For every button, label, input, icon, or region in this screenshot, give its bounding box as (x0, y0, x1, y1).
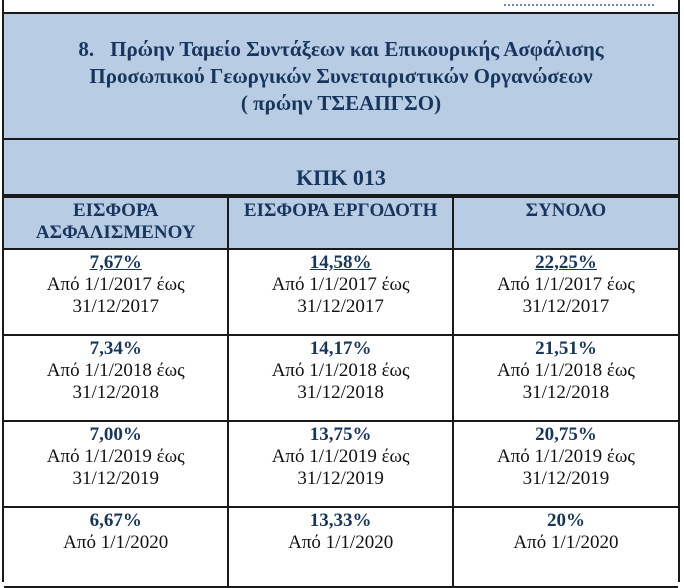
period-start: Από 1/1/2017 έως (271, 274, 410, 295)
period-start: Από 1/1/2017 έως (496, 274, 635, 295)
period-end: 31/12/2017 (72, 296, 159, 317)
rate-value: 20,75% (535, 424, 597, 445)
rate-value: 14,58% (309, 252, 372, 273)
table-header-row (4, 197, 678, 249)
section-title-line-2: Προσωπικού Γεωργικών Συνεταιριστικών Οργανώσεων (89, 63, 593, 88)
table-cell (4, 421, 228, 507)
section-title-line-1 (78, 36, 603, 63)
table-cell (453, 335, 678, 421)
header-employer-contribution: ΕΙΣΦΟΡΑ ΕΡΓΟΔΟΤΗ (228, 197, 452, 249)
rate-value: 7,34% (89, 338, 142, 359)
table-cell (453, 249, 678, 335)
section-title-text-1: Πρώην Ταμείο Συντάξεων και Επικουρικής Ασφάλισης (110, 36, 604, 61)
rate-value: 13,75% (309, 424, 372, 445)
rate-value: 22,25% (535, 252, 597, 273)
table-cell (453, 421, 678, 507)
header-total: ΣΥΝΟΛΟ (453, 197, 678, 249)
period-end: 31/12/2018 (297, 382, 384, 403)
period-start: Από 1/1/2020 (63, 532, 169, 553)
period-end: 31/12/2019 (297, 468, 384, 489)
period-end: 31/12/2017 (522, 296, 610, 317)
period-end: 31/12/2018 (522, 382, 610, 403)
rate-value: 14,17% (309, 338, 372, 359)
period-start: Από 1/1/2019 έως (46, 446, 185, 467)
rate-value: 20% (546, 510, 585, 531)
code-label: ΚΠΚ 013 (296, 165, 386, 190)
period-start: Από 1/1/2017 έως (46, 274, 185, 295)
section-title-box (4, 12, 678, 140)
document-page (2, 0, 680, 582)
table-row (4, 335, 678, 421)
rate-value: 6,67% (89, 510, 142, 531)
section-number: 8. (78, 36, 95, 61)
period-end: 31/12/2019 (72, 468, 159, 489)
period-start: Από 1/1/2020 (288, 532, 394, 553)
rate-value: 13,33% (309, 510, 372, 531)
table-cell (4, 507, 228, 587)
period-end: 31/12/2017 (297, 296, 384, 317)
dotted-rule (504, 0, 654, 6)
period-start: Από 1/1/2018 έως (271, 360, 410, 381)
period-start: Από 1/1/2019 έως (496, 446, 635, 467)
period-end: 31/12/2019 (522, 468, 610, 489)
table-cell (228, 335, 452, 421)
table-cell (228, 507, 452, 587)
period-start: Από 1/1/2018 έως (496, 360, 635, 381)
period-start: Από 1/1/2018 έως (46, 360, 185, 381)
table-row (4, 421, 678, 507)
rate-value: 21,51% (535, 338, 597, 359)
header-insured-contribution: ΕΙΣΦΟΡΑ ΑΣΦΑΛΙΣΜΕΝΟΥ (4, 197, 228, 249)
table-cell (453, 507, 678, 587)
table-row (4, 249, 678, 335)
period-end: 31/12/2018 (72, 382, 159, 403)
table-cell (4, 249, 228, 335)
table-cell (4, 335, 228, 421)
code-header-box (4, 140, 678, 196)
period-start: Από 1/1/2020 (513, 532, 619, 553)
table-cell (228, 249, 452, 335)
table-cell (228, 421, 452, 507)
contribution-rates-table (4, 196, 678, 588)
rate-value: 7,67% (89, 252, 142, 273)
rate-value: 7,00% (89, 424, 142, 445)
section-title-line-3: ( πρώην ΤΣΕΑΠΓΣΟ) (240, 90, 442, 115)
table-row (4, 507, 678, 587)
period-start: Από 1/1/2019 έως (271, 446, 410, 467)
